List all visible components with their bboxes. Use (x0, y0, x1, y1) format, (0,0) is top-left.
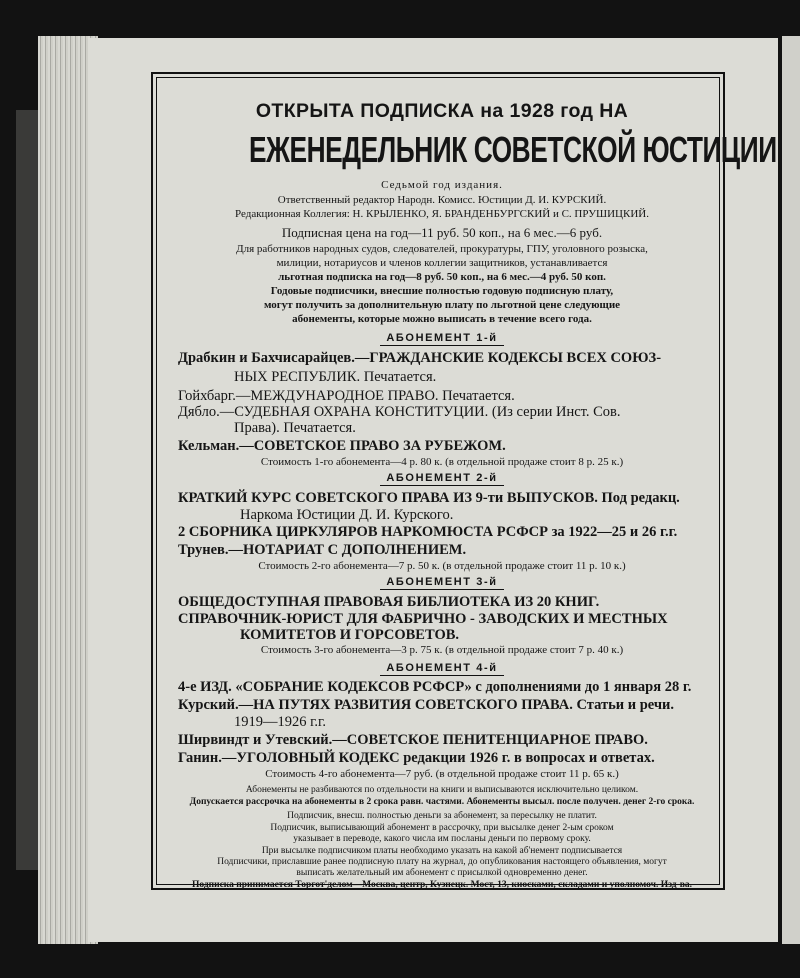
footnote: выписать желательный им абонемент с присылкой одновременно денег. (296, 868, 588, 878)
abonement-3-item: КОМИТЕТОВ И ГОРСОВЕТОВ. (240, 627, 460, 643)
abonement-1-item: Гойхбарг.—МЕЖДУНАРОДНОЕ ПРАВО. Печатается. (178, 388, 515, 404)
abonement-2-heading: АБОНЕМЕНТ 2-й (178, 473, 706, 484)
editorial-board: Редакционная Коллегия: Н. КРЫЛЕНКО, Я. БРАНДЕНБУРГСКИЙ и С. ПРУШИЦКИЙ. (235, 208, 649, 220)
abonement-4-item: 4-е ИЗД. «СОБРАНИЕ КОДЕКСОВ РСФСР» с дополнениями до 1 января 28 г. (178, 679, 692, 695)
abonement-3-item: ОБЩЕДОСТУПНАЯ ПРАВОВАЯ БИБЛИОТЕКА ИЗ 20 КНИГ. (178, 594, 600, 610)
abonement-1-item: Драбкин и Бахчисарайцев.—ГРАЖДАНСКИЕ КОДЕКСЫ ВСЕХ СОЮЗ- (178, 350, 662, 366)
abonement-3-item: СПРАВОЧНИК-ЮРИСТ ДЛЯ ФАБРИЧНО - ЗАВОДСКИХ И МЕСТНЫХ (178, 611, 668, 627)
abonement-1-heading: АБОНЕМЕНТ 1-й (178, 333, 706, 344)
footnote: При высылке подписчиком платы необходимо указать на какой аб'немент подписывается (261, 846, 623, 856)
subscription-price: Подписная цена на год—11 руб. 50 коп., на 6 мес.—6 руб. (281, 225, 603, 240)
edition-year: Седьмой год издания. (381, 179, 503, 191)
abonement-1-item: Дябло.—СУДЕБНАЯ ОХРАНА КОНСТИТУЦИИ. (Из серии Инст. Сов. (178, 404, 621, 420)
editor-line: Ответственный редактор Народн. Комисс. Юстиции Д. И. КУРСКИЙ. (277, 194, 607, 206)
discount-line: Годовые подписчики, внесшие полностью годовую подписную плату, (270, 285, 614, 297)
advertisement-content (178, 100, 777, 890)
abonement-3-heading: АБОНЕМЕНТ 3-й (178, 577, 706, 588)
abonement-1-item: НЫХ РЕСПУБЛИК. Печатается. (234, 369, 437, 385)
footnote: Подписчик, внесш. полностью деньги за абонемент, за пересылку не платит. (287, 811, 597, 821)
footnote: Подписчик, выписывающий абонемент в рассрочку, при высылке денег 2-ым сроком (270, 823, 614, 833)
footnote: Допускается рассрочка на абонементы в 2 срока равн. частями. Абонементы высыл. после получен. денег 2-го срока. (189, 797, 695, 807)
discount-line: абонементы, которые можно выписать в течение всего года. (292, 313, 592, 325)
abonement-2-item: КРАТКИЙ КУРС СОВЕТСКОГО ПРАВА ИЗ 9-ти ВЫПУСКОВ. Под редакц. (178, 490, 680, 506)
abonement-2-cost: Стоимость 2-го абонемента—7 р. 50 к. (в отдельной продаже стоит 11 р. 10 к.) (258, 560, 626, 572)
abonement-2-item: Наркома Юстиции Д. И. Курского. (240, 507, 454, 523)
footnote: Абонементы не разбиваются по отдельности на книги и выписываются исключительно целиком. (245, 785, 639, 795)
abonement-1-cost: Стоимость 1-го абонемента—4 р. 80 к. (в отдельной продаже стоит 8 р. 25 к.) (260, 456, 624, 468)
abonement-1-item: Права). Печатается. (234, 420, 356, 436)
abonement-1-item: Кельман.—СОВЕТСКОЕ ПРАВО ЗА РУБЕЖОМ. (178, 438, 506, 454)
footnote: Подписчики, приславшие ранее подписную плату на журнал, до опубликования настоящего объявления, могут (217, 857, 667, 867)
abonement-4-item: Курский.—НА ПУТЯХ РАЗВИТИЯ СОВЕТСКОГО ПРАВА. Статьи и речи. (178, 697, 675, 713)
abonement-4-item: Ширвиндт и Утевский.—СОВЕТСКОЕ ПЕНИТЕНЦИАРНОЕ ПРАВО. (178, 732, 648, 748)
discount-line: милиции, нотариусов и членов коллегии защитников, устанавливается (276, 257, 608, 269)
journal-title: ЕЖЕНЕДЕЛЬНИК СОВЕТСКОЙ ЮСТИЦИИ (249, 129, 777, 170)
footnote: указывает в переводе, какого числа им посланы деньги по первому сроку. (293, 834, 591, 844)
discount-line: Для работников народных судов, следователей, прокуратуры, ГПУ, уголовного розыска, (236, 243, 648, 255)
discount-line: могут получить за дополнительную плату по льготной цене следующие (263, 299, 621, 311)
next-page-edge (782, 36, 800, 944)
discount-line: льготная подписка на год—8 руб. 50 коп., на 6 мес.—4 руб. 50 коп. (278, 271, 606, 283)
abonement-4-heading: АБОНЕМЕНТ 4-й (178, 663, 706, 674)
abonement-4-cost: Стоимость 4-го абонемента—7 руб. (в отдельной продаже стоит 11 р. 65 к.) (265, 768, 619, 780)
abonement-4-item: 1919—1926 г.г. (234, 714, 326, 730)
book-binding (16, 110, 40, 870)
subscription-headline: ОТКРЫТА ПОДПИСКА на 1928 год НА (255, 100, 629, 122)
abonement-2-item: Трунев.—НОТАРИАТ С ДОПОЛНЕНИЕМ. (178, 542, 467, 558)
footnote-subscription-address: Подписка принимается Торгот'делом—Москва, центр, Кузнецк. Мост, 13, киосками, складами и уполномоч. Изд-ва. (191, 880, 693, 890)
abonement-4-item: Ганин.—УГОЛОВНЫЙ КОДЕКС редакции 1926 г. в вопросах и ответах. (178, 750, 655, 766)
abonement-2-item: 2 СБОРНИКА ЦИРКУЛЯРОВ НАРКОМЮСТА РСФСР за 1922—25 и 26 г.г. (178, 524, 678, 540)
abonement-3-cost: Стоимость 3-го абонемента—3 р. 75 к. (в отдельной продаже стоит 7 р. 40 к.) (260, 644, 624, 656)
